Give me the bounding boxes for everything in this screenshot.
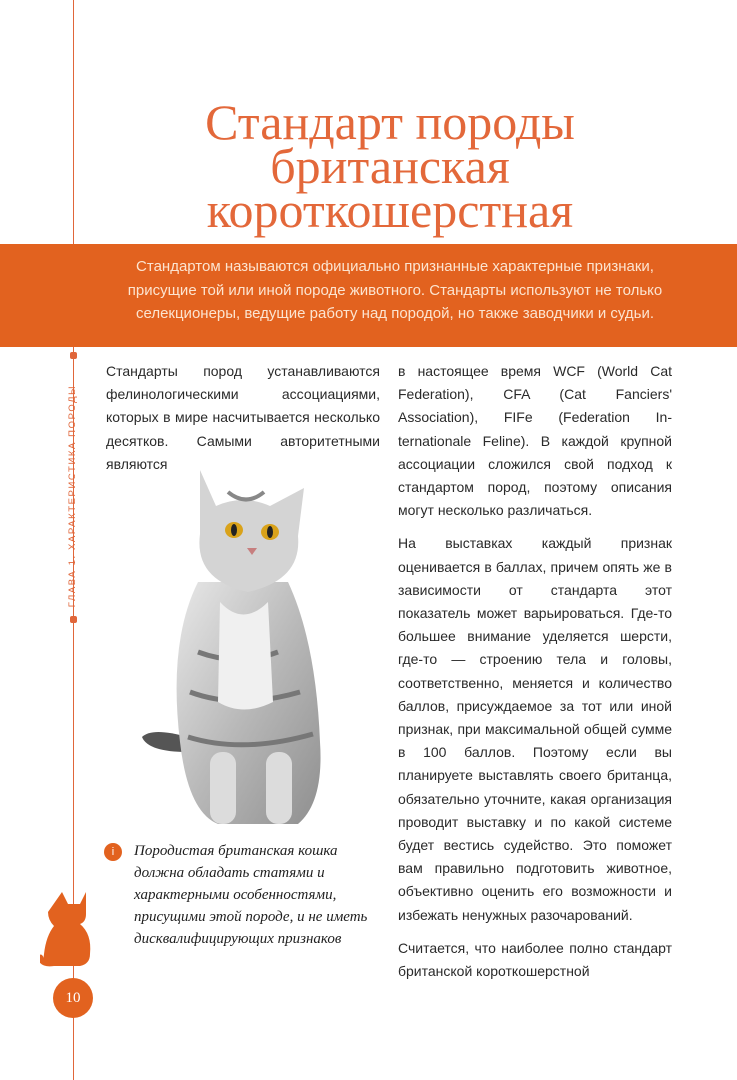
paragraph: Считается, что наиболее полно стандарт британской короткошерстной (398, 939, 672, 980)
page-number: 10 (53, 978, 93, 1018)
right-column (398, 360, 672, 993)
left-paragraph: Стандарты пород устанавливаются фелинологическими ассоциациями, которых в мире насчитывается несколько десятков. Самыми авторитетными являются (106, 363, 380, 472)
page-title (100, 94, 680, 238)
info-icon: i (104, 843, 122, 861)
chapter-label: ГЛАВА 1. ХАРАКТЕРИСТИКА ПОРОДЫ (67, 384, 78, 608)
photo-caption: Породистая британская кошка должна обладать статями и характерными особенностями, присущими этой породе, и не иметь дисквалифицирующих признаков (134, 843, 368, 947)
paragraph: На выставках каждый признак оценивается в баллах, причем опять же в зависимости от стандарта этот показатель может варьироваться. Где-то большее внимание уделяется шерсти, где-то — строению тела и головы, соответственно, меняется и количество баллов, присуждаемое за тот или иной признак, при максимальной общей сумме в 100 баллов. Поэтому если вы планируете выставлять своего британца, обязательно уточните, какая организация проводит выставку и по какой системе будет вестись судейство. Это поможет вам правильно подготовить животное, объективно оценить его возможности и избежать ненужных разочарований. (398, 535, 672, 923)
title-line: Стандарт породы (205, 94, 575, 150)
rule-dot-bottom (70, 616, 77, 623)
cat-silhouette-icon (40, 888, 100, 968)
title-line: короткошерстная (206, 182, 574, 238)
intro-text: Стандартом называются официально признанные характерные признаки, присущие той или иной породе животного. Стандарты используют не только селекционеры, ведущие работу над породой, но также заводчики и судьи. (127, 258, 663, 322)
rule-dot-top (70, 352, 77, 359)
paragraph: в настоящее время WCF (World Cat Federation), CFA (Cat Fanciers' Association), FIFe (Federation In-ternationale Feline). В каждой крупной ассоциации сложился свой подход к стандартом пород, поэтому описания могут несколько различаться. (398, 363, 672, 519)
title-line: британская (270, 138, 510, 194)
cat-photo (128, 452, 368, 844)
